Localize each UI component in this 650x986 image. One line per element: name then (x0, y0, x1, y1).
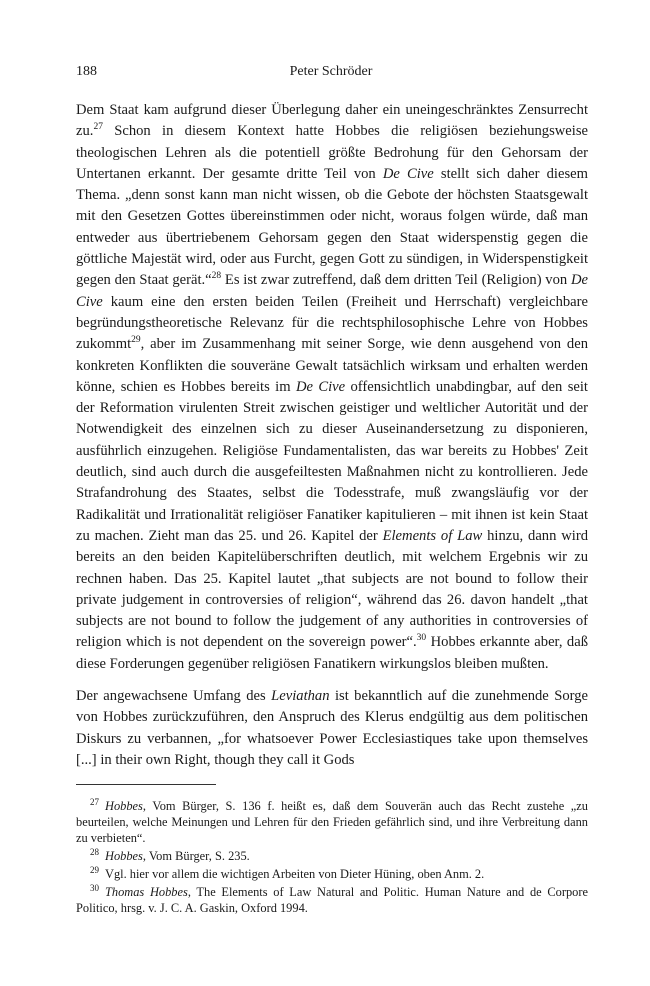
text-span: kaum eine den ersten beiden Teilen (Freiheit und Herrschaft) vergleichbare begründungstheoretische Relevanz für die rechtsphilosophische Lehre von Hobbes zukommt (76, 293, 588, 353)
footnote-divider (76, 784, 216, 785)
footnote-text: , The Elements of Law Natural and Politic. Human Nature and de Corpore Politico, hrsg. v. J. C. A. Gaskin, Oxford 1994. (76, 885, 588, 915)
text-span: Der angewachsene Umfang des (76, 688, 272, 705)
footnote-author: Hobbes (105, 799, 143, 813)
footnote-ref-29[interactable]: 29 (131, 335, 141, 346)
footnote-text: , Vom Bürger, S. 235. (142, 849, 250, 863)
footnote-28 (76, 848, 588, 864)
footnotes (76, 798, 588, 918)
paragraph-1 (76, 100, 588, 675)
paragraph-2 (76, 686, 588, 771)
footnote-number: 30 (90, 882, 99, 893)
text-span: ist bekanntlich auf die zunehmende Sorge von Hobbes zurückzuführen, den Anspruch des Klerus endgültig aus dem politischen Diskurs zu verbannen, „for whatsoever Power Ecclesiastiques take upon themselves [...] in their own Right, though they call it Gods (76, 688, 588, 768)
footnote-29 (76, 866, 588, 882)
work-title: De Cive (76, 272, 588, 310)
work-title: Elements of Law (382, 527, 483, 544)
text-span: hinzu, dann wird bereits an den beiden Kapitelüberschriften deutlich, mit welchem Ergebnis wir zu rechnen haben. Das 25. Kapitel lautet „that subjects are not bound to follow their private judgement in controversies of religion“, während das 26. davon handelt „that subjects are not bound to follow the judgement of any authorities in controversies of religion which is not dependent on the sovereign power“. (76, 527, 588, 651)
work-title: De Cive (295, 378, 346, 395)
footnote-ref-30[interactable]: 30 (416, 633, 427, 644)
work-title: De Cive (382, 165, 434, 182)
page-header (76, 64, 586, 84)
text-span: Es ist zwar zutreffend, daß dem dritten Teil (Religion) von (221, 272, 571, 289)
text-span: Schon in diesem Kontext hatte Hobbes die religiösen beziehungsweise theologischen Lehren als die potentiell größte Bedrohung für den Gehorsam der Untertanen erkannt. Der gesamte dritte Teil von (76, 123, 588, 182)
body-text (76, 100, 588, 771)
footnote-text: Vgl. hier vor allem die wichtigen Arbeiten von Dieter Hüning, oben Anm. 2. (105, 867, 485, 881)
text-span: Hobbes erkannte aber, daß diese Forderungen gegenüber religiösen Fanatikern wirkungslos bleiben mußten. (76, 634, 588, 672)
footnote-author: Hobbes (105, 849, 143, 863)
footnote-text: , Vom Bürger, S. 136 f. heißt es, daß dem Souverän auch das Recht zustehe „zu beurteilen, welche Meinungen und Lehren für den Frieden gefährlich sind, und ihre Verbreitung dann zu verbieten“. (76, 799, 588, 845)
text-span: offensichtlich unabdingbar, auf den seit der Reformation virulenten Streit zwischen geistiger und weltlicher Autorität und der Notwendigkeit des einzelnen sich zu dieser Auseinandersetzung zu disponieren, ausführlich einzugehen. Religiöse Fundamentalisten, das war bereits zu Hobbes' Zeit deutlich, sind auch durch die ausgefeiltesten Maßnahmen nicht zu kontrollieren. Jede Strafandrohung des Staates, selbst die Todesstrafe, muß zwangsläufig vor der Radikalität und Irrationalität religiöser Fanatiker kapitulieren – mit ihnen ist kein Staat zu machen. Zieht man das 25. und 26. Kapitel der (76, 378, 588, 544)
footnote-ref-28[interactable]: 28 (211, 271, 222, 282)
work-title: Leviathan (271, 688, 330, 705)
page-number: 188 (76, 64, 97, 79)
text-span: stellt sich daher diesem Thema. „denn sonst kann man nicht wissen, ob die Gebote der höchsten Staatsgewalt mit den Gesetzen Gottes übereinstimmen oder nicht, woraus folgen würde, daß man entweder aus übertriebenem Gehorsam gegen den Staat widerspenstig gegen die göttliche Majestät wird, oder aus Furcht, gegen Gott zu sündigen, in Widerspenstigkeit gegen den Staat gerät.“ (76, 165, 588, 289)
footnote-author: Thomas Hobbes (105, 885, 188, 899)
footnote-number: 27 (90, 796, 99, 807)
footnote-30 (76, 884, 588, 916)
text-span: Dem Staat kam aufgrund dieser Überlegung daher ein uneingeschränktes Zensurrecht zu. (76, 102, 588, 140)
footnote-27 (76, 798, 588, 846)
footnote-ref-27[interactable]: 27 (93, 122, 103, 133)
text-span: , aber im Zusammenhang mit seiner Sorge, wie denn ausgehend von den konkreten Konflikten die souveräne Gewalt tatsächlich wirksam und erhalten werden könne, schien es Hobbes bereits im (76, 336, 588, 395)
footnote-number: 28 (90, 846, 99, 857)
running-head: Peter Schröder (289, 64, 373, 79)
footnote-number: 29 (90, 864, 99, 875)
